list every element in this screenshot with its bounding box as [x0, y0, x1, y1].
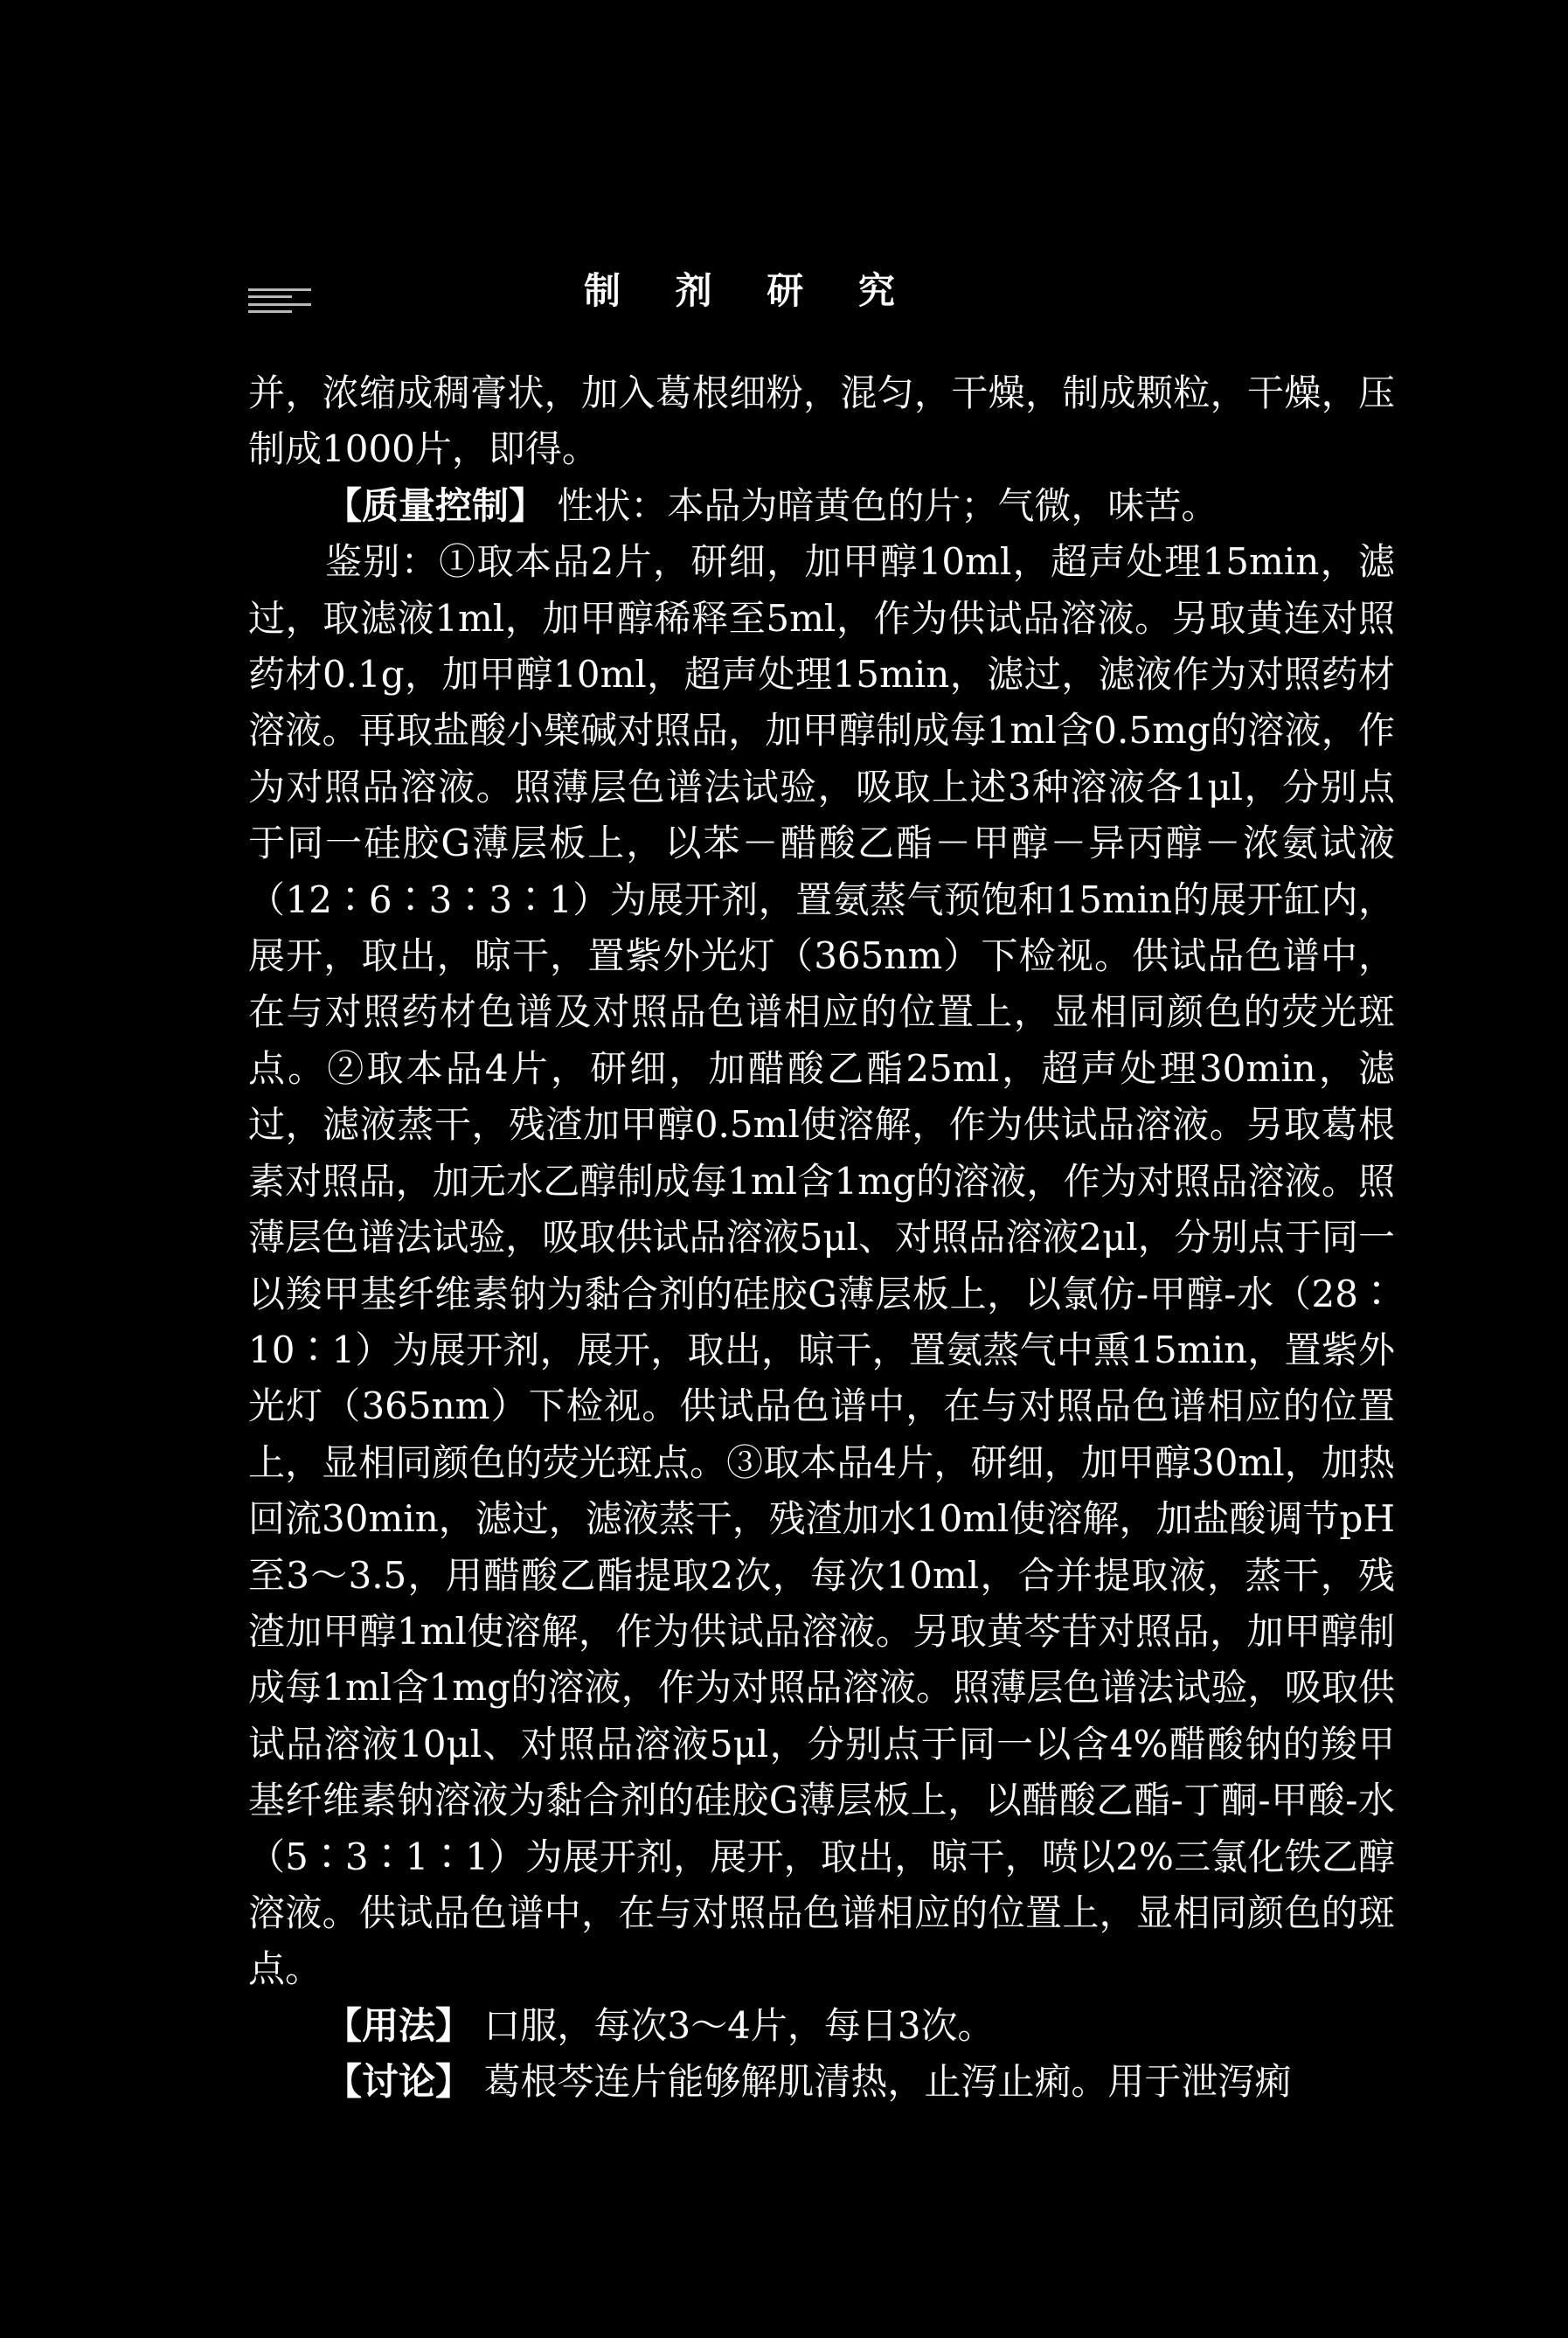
paragraph-method-end	[248, 365, 1395, 478]
section-heading-discussion: 【讨论】	[325, 2060, 473, 2104]
logo-bar	[248, 288, 311, 291]
document-body	[248, 365, 1395, 2111]
page-logo-mark	[248, 288, 311, 313]
paragraph-usage	[248, 1998, 1395, 2054]
paragraph-identification	[248, 534, 1395, 1998]
paragraph-discussion	[248, 2054, 1395, 2110]
section-heading-quality-control: 【质量控制】	[325, 483, 546, 527]
paragraph-text: 口服，每次3～4片，每日3次。	[483, 2003, 995, 2047]
logo-bar	[248, 303, 311, 306]
paragraph-text: 鉴别：①取本品2片，研细，加甲醇10ml，超声处理15min，滤过，取滤液1ml，加甲醇稀释至5ml，作为供试品溶液。另取黄连对照药材0.1g，加甲醇10ml，超声处理15min，滤过，滤液作为对照药材溶液。再取盐酸小檗碱对照品，加甲醇制成每1ml含0.5mg的溶液，作为对照品溶液。照薄层色谱法试验，吸取上述3种溶液各1μl，分别点于同一硅胶G薄层板上，以苯－醋酸乙酯－甲醇－异丙醇－浓氨试液（12∶6∶3∶3∶1）为展开剂，置氨蒸气预饱和15min的展开缸内，展开，取出，晾干，置紫外光灯（365nm）下检视。供试品色谱中，在与对照药材色谱及对照品色谱相应的位置上，显相同颜色的荧光斑点。②取本品4片，研细，加醋酸乙酯25ml，超声处理30min，滤过，滤液蒸干，残渣加甲醇0.5ml使溶解，作为供试品溶液。另取葛根素对照品，加无水乙醇制成每1ml含1mg的溶液，作为对照品溶液。照薄层色谱法试验，吸取供试品溶液5μl、对照品溶液2μl，分别点于同一以羧甲基纤维素钠为黏合剂的硅胶G薄层板上，以氯仿-甲醇-水（28∶10∶1）为展开剂，展开，取出，晾干，置氨蒸气中熏15min，置紫外光灯（365nm）下检视。供试品色谱中，在与对照品色谱相应的位置上，显相同颜色的荧光斑点。③取本品4片，研细，加甲醇30ml，加热回流30min，滤过，滤液蒸干，残渣加水10ml使溶解，加盐酸调节pH至3～3.5，用醋酸乙酯提取2次，每次10ml，合并提取液，蒸干，残渣加甲醇1ml使溶解，作为供试品溶液。另取黄芩苷对照品，加甲醇制成每1ml含1mg的溶液，作为对照品溶液。照薄层色谱法试验，吸取供试品溶液10μl、对照品溶液5μl，分别点于同一以含4%醋酸钠的羧甲基纤维素钠溶液为黏合剂的硅胶G薄层板上，以醋酸乙酯-丁酮-甲酸-水（5∶3∶1∶1）为展开剂，展开，取出，晾干，喷以2%三氯化铁乙醇溶液。供试品色谱中，在与对照品色谱相应的位置上，显相同颜色的斑点。	[248, 540, 1395, 1991]
paragraph-quality-control	[248, 478, 1395, 534]
logo-bar	[248, 295, 292, 298]
paragraph-text: 并，浓缩成稠膏状，加入葛根细粉，混匀，干燥，制成颗粒，干燥，压制成1000片，即得。	[248, 371, 1395, 471]
running-header-title: 制 剂 研 究	[584, 269, 916, 312]
paragraph-text: 性状：本品为暗黄色的片；气微，味苦。	[557, 483, 1218, 527]
logo-bar	[248, 310, 292, 313]
paragraph-text: 葛根芩连片能够解肌清热，止泻止痢。用于泄泻痢	[483, 2060, 1292, 2104]
section-heading-usage: 【用法】	[325, 2003, 473, 2047]
